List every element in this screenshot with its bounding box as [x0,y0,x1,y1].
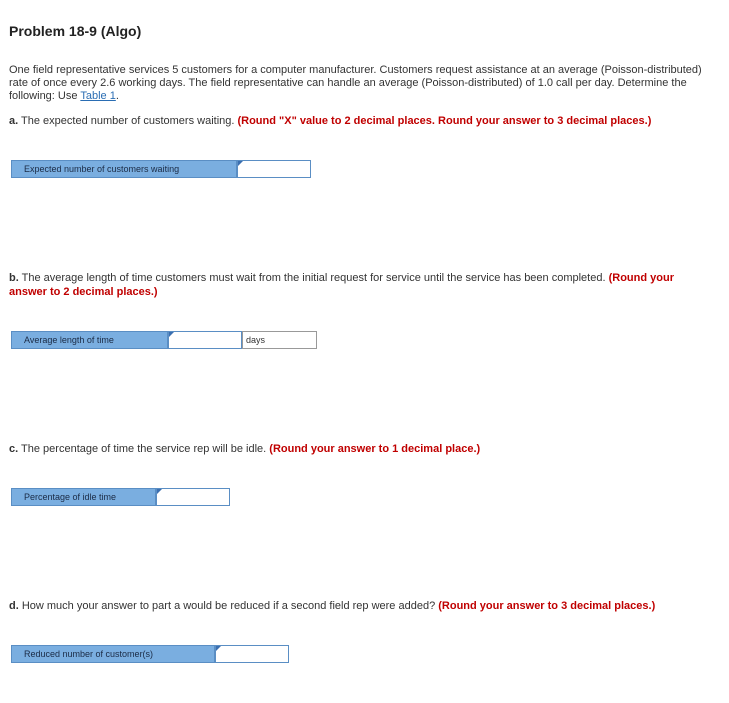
answer-input-a-cell[interactable] [237,160,311,178]
question-b [9,271,714,299]
percentage-idle-time-input[interactable] [157,491,233,509]
answer-input-b-cell[interactable] [168,331,242,349]
table-1-link[interactable]: Table 1 [80,90,116,102]
question-a-text: The expected number of customers waiting. [18,115,238,127]
answer-row-c [11,488,230,506]
intro-end: . [115,90,119,102]
answer-row-d [11,645,289,663]
average-length-of-time-input[interactable] [169,334,245,352]
question-a-hint: (Round "X" value to 2 decimal places. Round your answer to 3 decimal places.) [237,115,652,127]
days-unit-label: days [242,331,317,349]
question-b-text: The average length of time customers must wait from the initial request for service until the service has been completed. [18,272,609,284]
question-c-hint: (Round your answer to 1 decimal place.) [269,443,481,455]
answer-label-c: Percentage of idle time [11,488,156,506]
intro-text: One field representative services 5 customers for a computer manufacturer. Customers request assistance at an average (Poisson-distributed) rate of once every 2.6 working days. The field representative can handle an average (Poisson-distributed) of 1.0 call per day. Determine the following: Use [9,64,702,102]
question-a-part: a. [9,115,19,127]
answer-label-a: Expected number of customers waiting [11,160,237,178]
expected-customers-waiting-input[interactable] [238,163,314,181]
question-a [9,114,714,128]
answer-row-a [11,160,311,178]
question-c-part: c. [9,443,19,455]
question-d-text: How much your answer to part a would be reduced if a second field rep were added? [18,600,439,612]
answer-row-b [11,331,317,349]
answer-label-d: Reduced number of customer(s) [11,645,215,663]
question-d [9,599,714,613]
reduced-customers-input[interactable] [216,648,292,666]
answer-input-c-cell[interactable] [156,488,230,506]
problem-intro [9,64,709,103]
answer-label-b: Average length of time [11,331,168,349]
question-b-part: b. [9,272,19,284]
question-d-part: d. [9,600,19,612]
question-c [9,442,714,456]
question-b-hint: (Round your answer to 2 decimal places.) [9,272,674,298]
question-d-hint: (Round your answer to 3 decimal places.) [438,600,656,612]
problem-title: Problem 18-9 (Algo) [9,23,142,39]
answer-input-d-cell[interactable] [215,645,289,663]
question-c-text: The percentage of time the service rep will be idle. [18,443,270,455]
